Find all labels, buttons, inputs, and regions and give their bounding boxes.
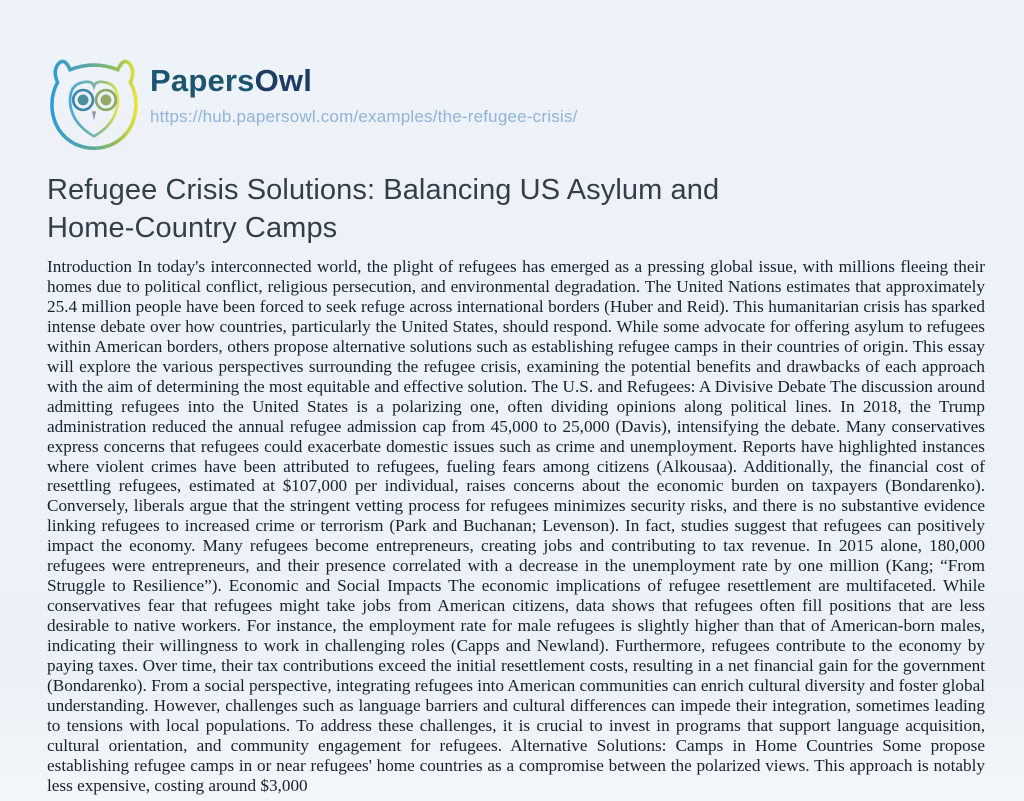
papersowl-owl-logo-icon[interactable] (42, 50, 146, 154)
source-url-link[interactable]: https://hub.papersowl.com/examples/the-refugee-crisis/ (150, 107, 578, 127)
owl-icon (42, 50, 146, 154)
site-header (42, 50, 578, 154)
brand-wordmark[interactable] (150, 64, 578, 98)
essay-title: Refugee Crisis Solutions: Balancing US Asylum and Home-Country Camps (47, 174, 720, 244)
brand-block (150, 50, 578, 127)
brand-part-papers: Papers (150, 63, 255, 98)
brand-part-owl: Owl (254, 63, 313, 98)
essay-body-text: Introduction In today's interconnected world, the plight of refugees has emerged as a pressing global issue, with millions fleeing their homes due to political conflict, religious persecution, and environmental degradation. The United Nations estimates that approximately 25.4 million people have been forced to seek refuge across international borders (Huber and Reid). This humanitarian crisis has sparked intense debate over how countries, particularly the United States, should respond. While some advocate for offering asylum to refugees within American borders, others propose alternative solutions such as establishing refugee camps in their countries of origin. This essay will explore the various perspectives surrounding the refugee crisis, examining the potential benefits and drawbacks of each approach with the aim of determining the most equitable and effective solution. The U.S. and Refugees: A Divisive Debate The discussion around admitting refugees into the United States is a polarizing one, often dividing opinions along political lines. In 2018, the Trump administration reduced the annual refugee admission cap from 45,000 to 25,000 (Davis), intensifying the debate. Many conservatives express concerns that refugees could exacerbate domestic issues such as crime and unemployment. Reports have highlighted instances where violent crimes have been attributed to refugees, fueling fears among citizens (Alkousaa). Additionally, the financial cost of resettling refugees, estimated at $107,000 per individual, raises concerns about the economic burden on taxpayers (Bondarenko). Conversely, liberals argue that the stringent vetting process for refugees minimizes security risks, and there is no substantive evidence linking refugees to increased crime or terrorism (Park and Buchanan; Levenson). In fact, studies suggest that refugees can positively impact the economy. Many refugees become entrepreneurs, creating jobs and contributing to tax revenue. In 2015 alone, 180,000 refugees were entrepreneurs, and their presence correlated with a decrease in the unemployment rate by one million (Kang; “From Struggle to Resilience”). Economic and Social Impacts The economic implications of refugee resettlement are multifaceted. While conservatives fear that refugees might take jobs from American citizens, data shows that refugees often fill positions that are less desirable to native workers. For instance, the employment rate for male refugees is slightly higher than that of American-born males, indicating their willingness to work in challenging roles (Capps and Newland). Furthermore, refugees contribute to the economy by paying taxes. Over time, their tax contributions exceed the initial resettlement costs, resulting in a net financial gain for the government (Bondarenko). From a social perspective, integrating refugees into American communities can enrich cultural diversity and foster global understanding. However, challenges such as language barriers and cultural differences can impede their integration, sometimes leading to tensions with local populations. To address these challenges, it is crucial to invest in programs that support language acquisition, cultural orientation, and community engagement for refugees. Alternative Solutions: Camps in Home Countries Some propose establishing refugee camps in or near refugees' home countries as a compromise between the polarized views. This approach is notably less expensive, costing around $3,000 (47, 257, 985, 795)
